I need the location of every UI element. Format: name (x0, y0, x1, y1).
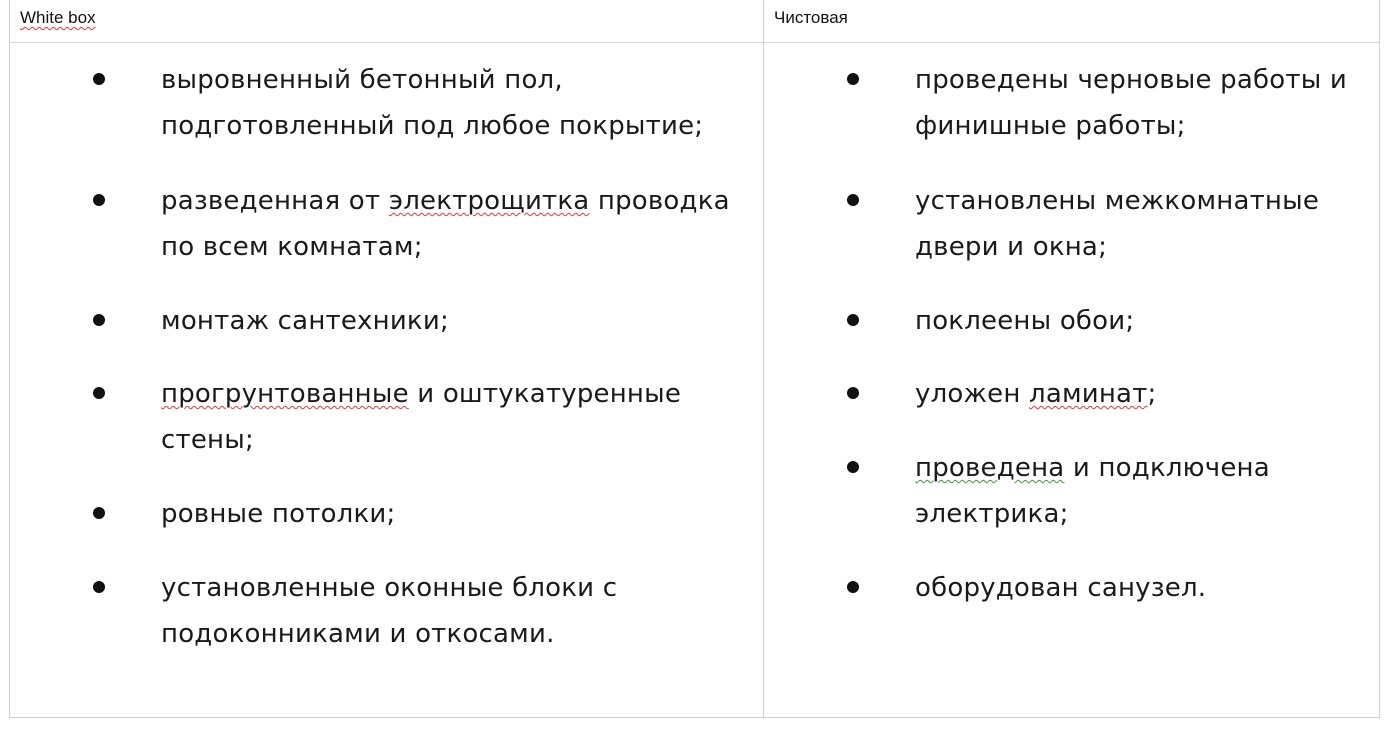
header-white-box (20, 8, 96, 28)
list-item: оборудован санузел. (915, 573, 1207, 603)
list-item: выровненный бетонный пол, подготовленный под любое покрытие; (161, 65, 704, 141)
list-item-text: ; (1147, 379, 1157, 409)
list-item: установлены межкомнатные двери и окна; (915, 186, 1320, 262)
list-item: установленные оконные блоки с подоконниками и откосами. (161, 573, 618, 649)
list-item (161, 371, 761, 463)
bullet-icon (847, 73, 859, 85)
bullet-icon (93, 314, 105, 326)
bullet-icon (847, 581, 859, 593)
list-item: ровные потолки; (161, 499, 396, 529)
list-item-text: уложен (915, 379, 1029, 409)
bullet-icon (847, 461, 859, 473)
list-item-text: и подключена электрика; (915, 453, 1270, 529)
list-item: поклеены обои; (915, 306, 1135, 336)
list-item-text: и оштукатуренные стены; (161, 379, 682, 455)
column-divider (763, 0, 764, 717)
list-item-grammar-word: проведена (915, 453, 1065, 483)
list-item (915, 371, 1385, 417)
bullet-icon (93, 73, 105, 85)
list-item (161, 178, 761, 270)
bullet-icon (847, 194, 859, 206)
list-item-misspelled-word: ламинат (1029, 379, 1148, 409)
header-white-box-label: White box (20, 8, 96, 27)
list-item: проведены черновые работы и финишные работы; (915, 65, 1347, 141)
list-item: монтаж сантехники; (161, 306, 449, 336)
list-item-misspelled-word: прогрунтованные (161, 379, 409, 409)
bullet-icon (93, 194, 105, 206)
list-item-text: разведенная от (161, 186, 389, 216)
header-divider (10, 42, 1379, 43)
bullet-icon (847, 387, 859, 399)
bullet-icon (93, 507, 105, 519)
comparison-table (9, 0, 1380, 718)
bullet-icon (93, 387, 105, 399)
list-item-text: проводка по всем комнатам; (161, 186, 730, 262)
list-item (915, 445, 1385, 537)
bullet-icon (93, 581, 105, 593)
bullet-icon (847, 314, 859, 326)
list-item-misspelled-word: электрощитка (388, 186, 590, 216)
header-finish: Чистовая (774, 8, 848, 27)
